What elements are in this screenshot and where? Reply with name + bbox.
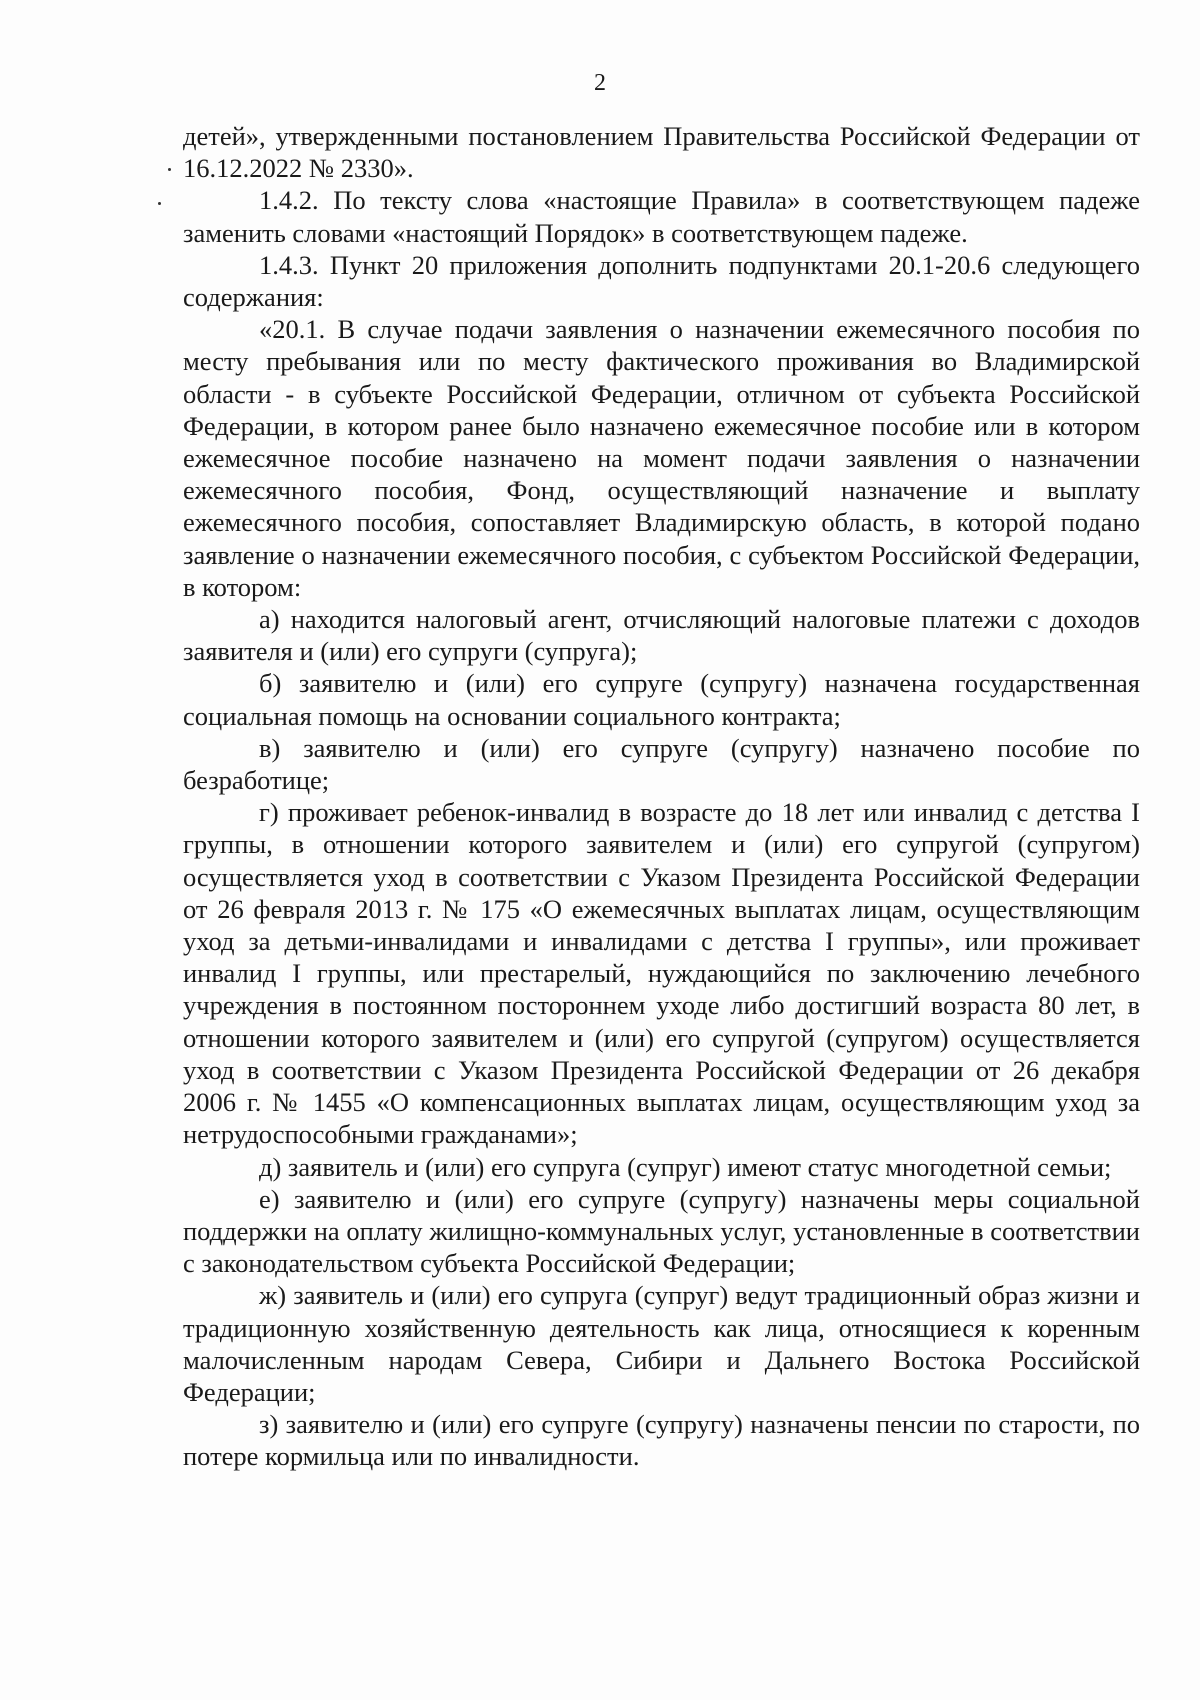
paragraph: з) заявителю и (или) его супруге (супругу) назначены пенсии по старости, по потере кормильца или по инвалидности. — [183, 1409, 1140, 1472]
paragraph: в) заявителю и (или) его супруге (супругу) назначено пособие по безработице; — [183, 732, 1140, 796]
paragraph: детей», утвержденными постановлением Правительства Российской Федерации от 16.12.2022 № 2330». — [183, 121, 1140, 184]
paragraph: г) проживает ребенок-инвалид в возрасте до 18 лет или инвалид с детства I группы, в отношении которого заявителем и (или) его супругой (супругом) осуществляется уход в соответствии с Указом Президента Российской Федерации от 26 февраля 2013 г. № 175 «О ежемесячных выплатах лицам, осуществляющим уход за детьми-инвалидами и инвалидами с детства I группы», или проживает инвалид I группы, или престарелый, нуждающийся по заключению лечебного учреждения в постоянном постороннем уходе либо достигший возраста 80 лет, в отношении которого заявителем и (или) его супругой (супругом) осуществляется уход в соответствии с Указом Президента Российской Федерации от 26 декабря 2006 г. № 1455 «О компенсационных выплатах лицам, осуществляющим уход за нетрудоспособными гражданами»; — [183, 797, 1140, 1150]
scan-dot — [168, 168, 171, 171]
paragraph: 1.4.2. По тексту слова «настоящие Правила» в соответствующем падеже заменить словами «настоящий Порядок» в соответствующем падеже. — [183, 185, 1140, 248]
paragraph: б) заявителю и (или) его супруге (супругу) назначена государственная социальная помощь на основании социального контракта; — [183, 668, 1140, 731]
paragraph: д) заявитель и (или) его супруга (супруг) имеют статус многодетной семьи; — [259, 1151, 1112, 1182]
paragraph: е) заявителю и (или) его супруге (супругу) назначены меры социальной поддержки на оплату жилищно-коммунальных услуг, установленные в соответствии с законодательством субъекта Российской Федерации; — [183, 1183, 1140, 1279]
paragraph: «20.1. В случае подачи заявления о назначении ежемесячного пособия по месту пребывания или по месту фактического проживания во Владимирской области - в субъекте Российской Федерации, отличном от субъекта Российской Федерации, в котором ранее было назначено ежемесячное пособие или в котором ежемесячное пособие назначено на момент подачи заявления о назначении ежемесячного пособия, Фонд, осуществляющий назначение и выплату ежемесячного пособия, сопоставляет Владимирскую область, в которой подано заявление о назначении ежемесячного пособия, с субъектом Российской Федерации, в котором: — [183, 314, 1140, 602]
paragraph: ж) заявитель и (или) его супруга (супруг) ведут традиционный образ жизни и традиционную хозяйственную деятельность как лица, относящиеся к коренным малочисленным народам Севера, Сибири и Дальнего Востока Российской Федерации; — [183, 1280, 1140, 1407]
page-number: 2 — [594, 70, 606, 96]
paragraph: а) находится налоговый агент, отчисляющий налоговые платежи с доходов заявителя и (или) его супруги (супруга); — [183, 604, 1140, 667]
scan-dot — [158, 202, 161, 205]
paragraph: 1.4.3. Пункт 20 приложения дополнить подпунктами 20.1-20.6 следующего содержания: — [183, 249, 1140, 313]
document-body — [183, 120, 1140, 1473]
